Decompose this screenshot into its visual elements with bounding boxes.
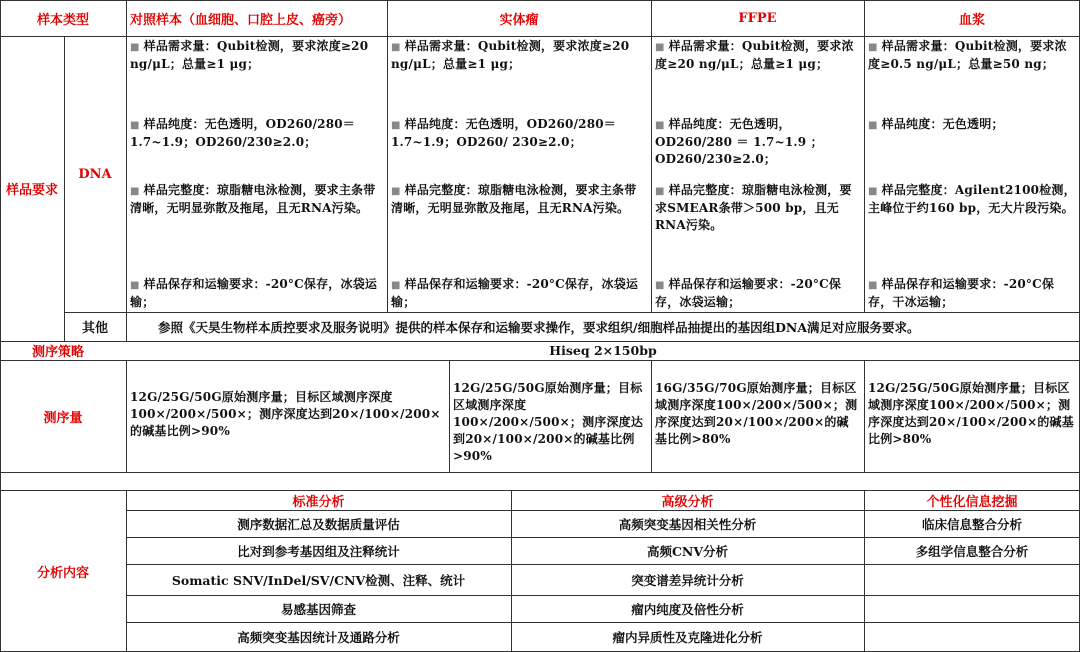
custom-analysis-item — [864, 564, 1080, 595]
advanced-analysis-item: 瘤内纯度及倍性分析 — [631, 601, 744, 617]
bullet-icon: ■ — [655, 186, 665, 197]
other-label: 其他 — [81, 321, 108, 336]
seq-depth-solid: 12G/25G/50G原始测序量；目标区域测序深度100×/200×/500×；测序深度达到20×/100×/200×的碱基比例>90% — [453, 381, 644, 463]
seq-strategy-label: 测序策略 — [32, 345, 85, 360]
custom-analysis-item: 多组学信息整合分析 — [915, 543, 1029, 559]
req-integrity-solid: ■ 样品完整度：琼脂糖电泳检测，要求主条带清晰，无明显弥散及拖尾，且无RNA污染。 — [391, 183, 637, 215]
bullet-icon: ■ — [868, 280, 878, 291]
bullet-icon: ■ — [391, 120, 401, 131]
header-solid-tumor: 实体瘤 — [499, 12, 539, 28]
header-ffpe: FFPE — [738, 10, 777, 26]
bullet-icon: ■ — [391, 186, 401, 197]
advanced-analysis-title: 高级分析 — [661, 494, 714, 510]
advanced-analysis-item: 瘤内异质性及克隆进化分析 — [612, 630, 763, 645]
bullet-icon: ■ — [868, 186, 878, 197]
analysis-label: 分析内容 — [36, 565, 89, 581]
req-purity-plasma: ■ 样品纯度：无色透明； — [868, 117, 1004, 131]
seq-depth-control: 12G/25G/50G原始测序量；目标区域测序深度100×/200×/500×；测序深度达到20×/100×/200×的碱基比例>90% — [130, 390, 441, 438]
req-integrity-ffpe: ■ 样品完整度：琼脂糖电泳检测，要求SMEAR条带＞500 bp，且无RNA污染。 — [655, 183, 852, 232]
bullet-icon: ■ — [130, 280, 140, 291]
standard-analysis-item: 易感基因筛查 — [280, 601, 356, 617]
custom-analysis-title: 个性化信息挖掘 — [926, 494, 1018, 510]
req-storage-control: ■ 样品保存和运输要求：-20°C保存，冰袋运输； — [130, 277, 378, 309]
standard-analysis-title: 标准分析 — [292, 494, 345, 510]
bullet-icon: ■ — [655, 42, 665, 53]
seq-depth-plasma: 12G/25G/50G原始测序量；目标区域测序深度100×/200×/500×；测序深度达到20×/100×/200×的碱基比例>80% — [868, 381, 1074, 446]
seq-depth-label: 测序量 — [43, 410, 83, 426]
seq-strategy-value: Hiseq 2×150bp — [549, 343, 657, 358]
seq-depth-ffpe: 16G/35G/70G原始测序量；目标区域测序深度100×/200×/500×；测序深度达到20×/100×/200×的碱基比例>80% — [655, 381, 858, 446]
advanced-analysis-item: 高频CNV分析 — [646, 543, 729, 559]
req-amount-solid: ■ 样品需求量：Qubit检测，要求浓度≥20 ng/μL；总量≥1 μg； — [391, 39, 630, 71]
header-plasma: 血浆 — [958, 12, 985, 28]
dna-label: DNA — [78, 166, 112, 182]
req-integrity-plasma: ■ 样品完整度：Agilent2100检测，主峰位于约160 bp，无大片段污染。 — [868, 183, 1076, 215]
standard-analysis-item: 高频突变基因统计及通路分析 — [237, 630, 400, 645]
custom-analysis-item — [864, 595, 1080, 622]
bullet-icon: ■ — [130, 186, 140, 197]
req-purity-solid: ■ 样品纯度：无色透明，OD260/280＝1.7~1.9；OD260/ 230≥2.0； — [391, 117, 616, 149]
req-amount-control: ■ 样品需求量：Qubit检测，要求浓度≥20 ng/μL；总量≥1 μg； — [130, 39, 369, 71]
req-amount-ffpe: ■ 样品需求量：Qubit检测，要求浓度≥20 ng/μL；总量≥1 μg； — [655, 39, 854, 71]
req-integrity-control: ■ 样品完整度：琼脂糖电泳检测，要求主条带清晰，无明显弥散及拖尾，且无RNA污染。 — [130, 183, 376, 215]
bullet-icon: ■ — [868, 42, 878, 53]
advanced-analysis-item: 突变谱差异统计分析 — [631, 572, 744, 588]
standard-analysis-item: 比对到参考基因组及注释统计 — [237, 543, 400, 559]
bullet-icon: ■ — [868, 120, 878, 131]
other-requirement-text: 参照《天昊生物样本质控要求及服务说明》提供的样本保存和运输要求操作，要求组织/细胞样品抽提出的基因组DNA满足对应服务要求。 — [158, 319, 920, 335]
req-purity-ffpe: ■ 样品纯度：无色透明，OD260/280 ＝ 1.7~1.9 ； OD260/230≥2.0； — [655, 117, 823, 166]
custom-analysis-item: 临床信息整合分析 — [921, 516, 1022, 532]
header-sample-type: 样本类型 — [36, 12, 89, 28]
req-storage-plasma: ■ 样品保存和运输要求：-20°C保存，干冰运输； — [868, 277, 1055, 309]
standard-analysis-item: Somatic SNV/InDel/SV/CNV检测、注释、统计 — [171, 572, 466, 588]
bullet-icon: ■ — [655, 120, 665, 131]
bullet-icon: ■ — [391, 280, 401, 291]
custom-analysis-item — [864, 622, 1080, 652]
req-storage-ffpe: ■ 样品保存和运输要求：-20°C保存，冰袋运输； — [655, 277, 842, 309]
bullet-icon: ■ — [655, 280, 665, 291]
bullet-icon: ■ — [130, 42, 140, 53]
req-amount-plasma: ■ 样品需求量：Qubit检测，要求浓度≥0.5 ng/μL；总量≥50 ng； — [868, 39, 1067, 71]
advanced-analysis-item: 高频突变基因相关性分析 — [618, 516, 757, 532]
req-storage-solid: ■ 样品保存和运输要求：-20°C保存，冰袋运输； — [391, 277, 639, 309]
sample-requirement-label: 样品要求 — [5, 183, 58, 198]
standard-analysis-item: 测序数据汇总及数据质量评估 — [237, 516, 400, 532]
bullet-icon: ■ — [391, 42, 401, 53]
header-control-sample: 对照样本（血细胞、口腔上皮、癌旁） — [130, 12, 352, 28]
req-purity-control: ■ 样品纯度：无色透明，OD260/280＝1.7~1.9；OD260/230≥2.0； — [130, 117, 355, 149]
bullet-icon: ■ — [130, 120, 140, 131]
